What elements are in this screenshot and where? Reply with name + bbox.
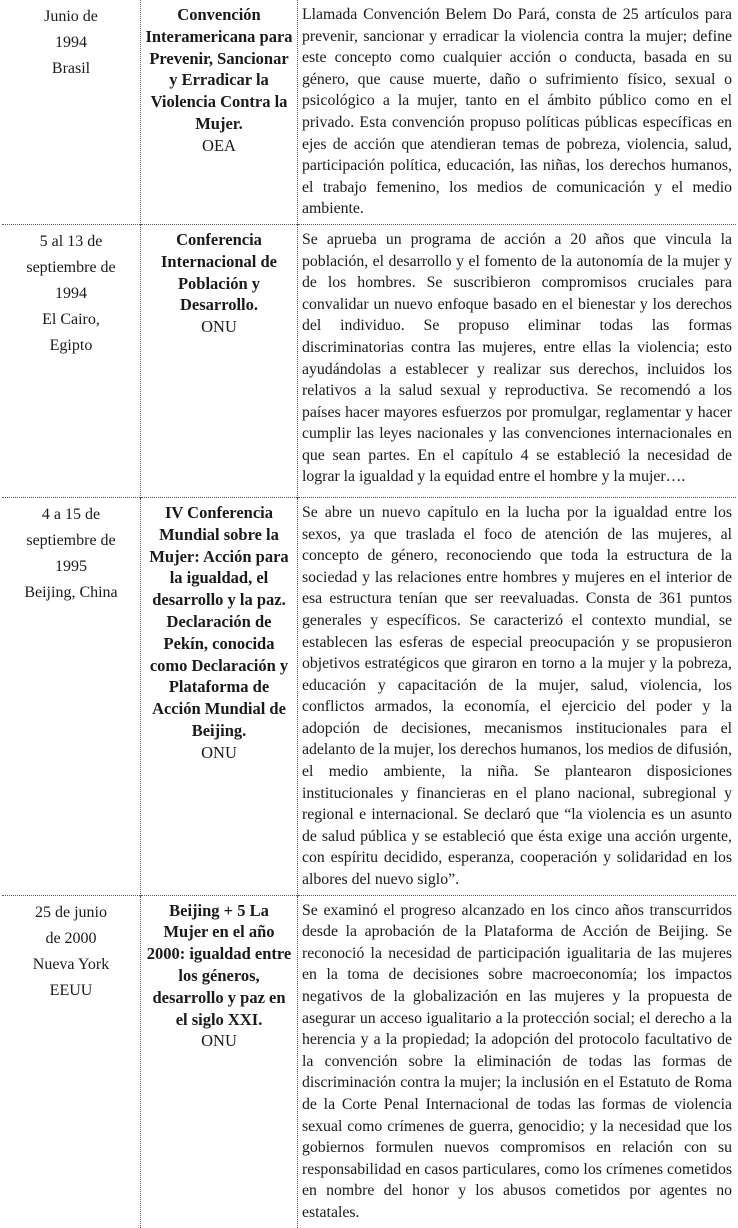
date-line: 1994 <box>55 34 87 51</box>
event-organization: ONU <box>201 1031 237 1051</box>
event-title: Convención Interamericana para Prevenir, Sancionar y Erradicar la Violencia Contra la Mujer. <box>145 5 293 133</box>
date-line: 25 de junio <box>35 903 107 921</box>
date-line: 1994 <box>55 284 87 302</box>
event-description: Llamada Convención Belem Do Pará, consta de 25 artículos para prevenir, sancionar y erradicar la violencia contra la mujer; define este concepto como cualquier acción o conducta, basada en su género, que cause muerte, daño o sufrimiento físico, sexual o psicológico a la mujer, tanto en el ámbito público como en el privado. Esta convención propuso políticas públicas específicas en ejes de acción que atendieran temas de pobreza, violencia, salud, participación política, educación, las niñas, los derechos humanos, el trabajo femenino, los medios de comunicación y el medio ambiente. <box>302 6 732 218</box>
date-line: septiembre de <box>26 531 116 549</box>
event-description: Se abre un nuevo capítulo en la lucha por la igualdad entre los sexos, ya que traslada el foco de atención de las mujeres, al concepto de género, reconociendo que toda la estructura de la sociedad y las relaciones entre hombres y mujeres en el interior de esa estructura tenían que ser reevaluadas. Consta de 361 puntos generales y específicos. Se caracterizó el contexto mundial, se establecen las esferas de especial preocupación y se propusieron objetivos estratégicos que giraron en torno a la mujer y la pobreza, educación y capacitación de la mujer, salud, violencia, los conflictos armados, la economía, el ejercicio del poder y la adopción de decisiones, mecanismos institucionales para el adelanto de la mujer, los derechos humanos, los medios de difusión, el medio ambiente, la niña. Se plantearon disposiciones institucionales y financieras en el plano nacional, subregional y regional e internacional. Se declaró que “la violencia es un asunto de salud pública y se estableció que ésta exige una acción urgente, con espíritu decidido, esperanza, cooperación y solidaridad en los albores del nuevo siglo”. <box>298 497 737 895</box>
table-row <box>2 0 736 224</box>
table-row <box>2 224 736 497</box>
event-description: Se aprueba un programa de acción a 20 años que vincula la población, el desarrollo y el fomento de la autonomía de la mujer y de los hombres. Se suscribieron compromisos cruciales para convalidar un nuevo enfoque basado en el bienestar y los derechos del individuo. Se propuso eliminar todas las formas discriminatorias contra las mujeres, entre ellas la violencia; esto ayudándolas a establecer y realizar sus derechos, incluidos los relativos a la salud sexual y reproductiva. Se recomendó a los países hacer mayores esfuerzos por promulgar, reglamentar y hacer cumplir las leyes nacionales y las convenciones internacionales en que sean partes. En el capítulo 4 se estableció la necesidad de lograr la igualdad y la equidad entre el hombre y la mujer…. <box>298 224 737 497</box>
date-line: Junio de <box>44 8 98 25</box>
date-line: Beijing, China <box>24 583 118 601</box>
event-title: IV Conferencia Mundial sobre la Mujer: Acción para la igualdad, el desarrollo y la paz. Declaración de Pekín, conocida como Declaración y Plataforma de Acción Mundial de Beijing. <box>149 502 289 740</box>
event-title: Conferencia Internacional de Población y Desarrollo. <box>161 229 277 315</box>
date-line: de 2000 <box>45 929 97 947</box>
date-line: 5 al 13 de <box>39 232 103 250</box>
date-line: septiembre de <box>26 258 116 276</box>
date-line: Nueva York <box>32 955 110 973</box>
events-table <box>2 0 736 1228</box>
event-organization: ONU <box>201 317 237 337</box>
event-cell <box>141 895 298 1227</box>
date-place-cell <box>2 497 141 895</box>
date-line: 1995 <box>55 557 87 575</box>
date-line: 4 a 15 de <box>41 505 101 523</box>
date-line: EEUU <box>49 981 93 999</box>
event-cell <box>141 0 298 224</box>
date-line: El Cairo, <box>42 310 100 328</box>
event-cell <box>141 224 298 497</box>
date-line: Brasil <box>51 60 91 77</box>
event-description: Se examinó el progreso alcanzado en los cinco años transcurridos desde la aprobación de la Plataforma de Acción de Beijing. Se reconoció la necesidad de participación igualitaria de las mujeres en la toma de decisiones sobre macroeconomía; los impactos negativos de la globalización en las mujeres y la propuesta de asegurar un acceso igualitario a la protección social; el derecho a la herencia y a la propiedad; la adopción del protocolo facultativo de la convención sobre la eliminación de todas las formas de discriminación contra la mujer; la inclusión en el Estatuto de Roma de la Corte Penal Internacional de todas las formas de violencia sexual como crímenes de guerra, genocidio; y la necesidad que los gobiernos formulen nuevos compromisos en relación con su responsabilidad en casos particulares, como los crímenes cometidos en nombre del honor y los abusos cometidos por agentes no estatales. <box>298 895 737 1227</box>
table-row <box>2 895 736 1227</box>
event-organization: OEA <box>202 135 236 155</box>
event-title: Beijing + 5 La Mujer en el año 2000: igualdad entre los géneros, desarrollo y paz en el siglo XXI. <box>146 900 292 1029</box>
event-organization: ONU <box>201 742 237 762</box>
table-row <box>2 497 736 895</box>
date-place-cell <box>2 224 141 497</box>
date-place-cell <box>2 895 141 1227</box>
event-cell <box>141 497 298 895</box>
date-line: Egipto <box>49 336 93 354</box>
date-place-cell <box>2 0 141 224</box>
